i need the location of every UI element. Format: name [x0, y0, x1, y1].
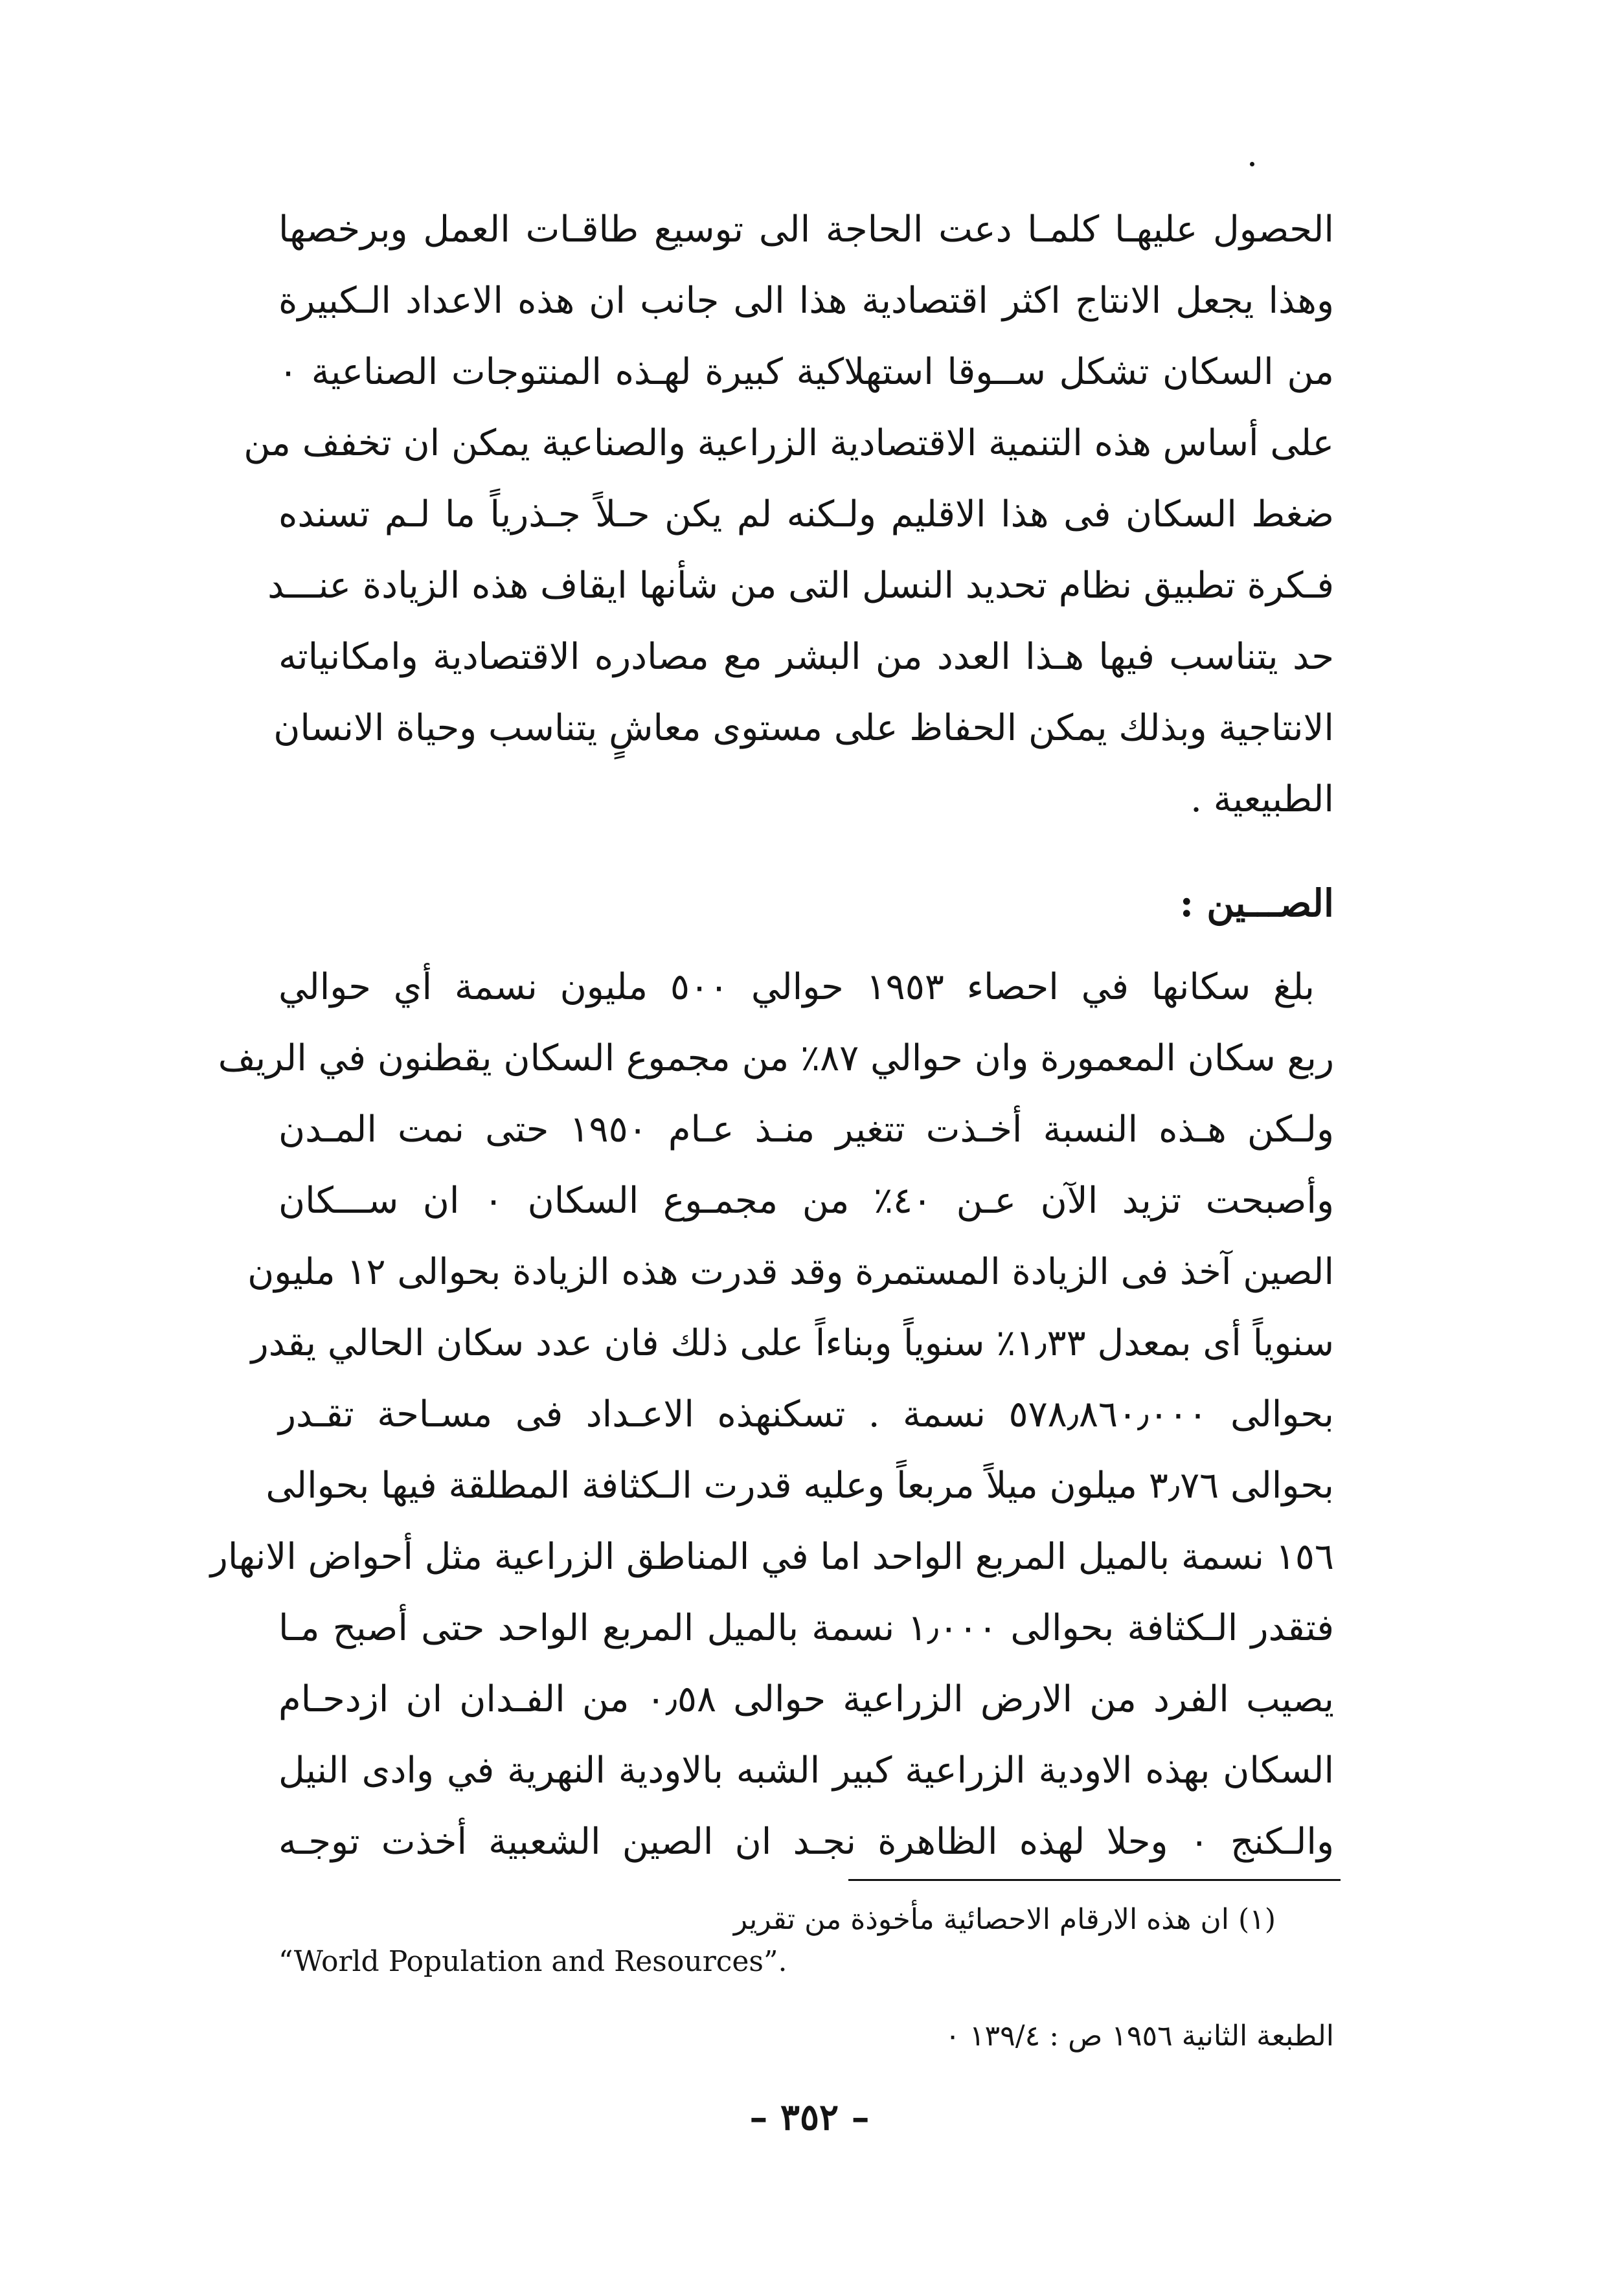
paragraph-2-line: بلغ سكانها في احصاء ١٩٥٣ حوالي ٥٠٠ مليون نسمة أي حوالي — [278, 966, 1315, 1008]
paragraph-2-line: بحوالى ٥٧٨٫٨٦٠٫٠٠٠ نسمة . تسكنهذه الاعـداد فى مسـاحة تقـدر — [278, 1393, 1335, 1435]
paragraph-1-line: الحصول عليهـا كلمـا دعت الحاجة الى توسيع طاقـات العمل وبرخصها — [278, 208, 1334, 251]
paragraph-2-line: السكان بهذه الاودية الزراعية كبير الشبه بالاودية النهرية في وادى النيل — [278, 1750, 1334, 1792]
paragraph-2-line: سنوياً أى بمعدل ١٫٣٣٪ سنوياً وبناءاً على ذلك فان عدد سكان الحالي يقدر — [251, 1322, 1334, 1364]
paragraph-1-line: فـكرة تطبيق نظام تحديد النسل التى من شأنها ايقاف هذه الزيادة عنـــد — [267, 565, 1334, 607]
footnote-edition-text: الطبعة الثانية ١٩٥٦ ص : ١٣٩/٤ ٠ — [945, 2020, 1334, 2053]
footnote-arabic-text: (١) ان هذه الارقام الاحصائية مأخوذة من تقرير — [733, 1903, 1276, 1936]
stray-dot-mark — [1250, 162, 1254, 166]
paragraph-2-line: ١٥٦ نسمة بالميل المربع الواحد اما في المناطق الزراعية مثل أحواض الانهار — [210, 1536, 1334, 1578]
section-heading-china: الصـــين : — [1179, 881, 1334, 925]
paragraph-2-line: ولـكن هـذه النسبة أخـذت تتغير منـذ عـام ١٩٥٠ حتى نمت المـدن — [278, 1109, 1334, 1151]
paragraph-1 — [243, 194, 1334, 835]
paragraph-2-line: وأصبحت تزيد الآن عـن ٤٠٪ من مجمـوع السكان ٠ ان ســـكان — [278, 1180, 1334, 1222]
paragraph-1-line: على أساس هذه التنمية الاقتصادية الزراعية والصناعية يمكن ان تخفف من — [243, 422, 1334, 464]
paragraph-2-line: يصيب الفرد من الارض الزراعية حوالى ٠٫٥٨ من الفـدان ان ازدحـام — [278, 1678, 1334, 1720]
paragraph-2 — [210, 952, 1335, 1878]
footnote-divider — [848, 1879, 1341, 1881]
paragraph-2-line: والـكنج ٠ وحلا لهذه الظاهرة نجـد ان الصين الشعبية أخذت توجـه — [278, 1821, 1334, 1863]
paragraph-1-line: حد يتناسب فيها هـذا العدد من البشر مع مصادره الاقتصادية وامكانياته — [278, 636, 1334, 678]
paragraph-1-line: الطبيعية . — [1190, 778, 1334, 820]
paragraph-2-line: ربع سكان المعمورة وان حوالي ٨٧٪ من مجموع السكان يقطنون في الريف — [218, 1037, 1334, 1079]
paragraph-2-line: فتقدر الـكثافة بحوالى ١٫٠٠٠ نسمة بالميل المربع الواحد حتى أصبح مـا — [278, 1607, 1334, 1649]
paragraph-2-line: الصين آخذ فى الزيادة المستمرة وقد قدرت هذه الزيادة بحوالى ١٢ مليون — [247, 1251, 1334, 1293]
paragraph-1-line: من السكان تشكل ســوقا استهلاكية كبيرة لهـذه المنتوجات الصناعية ٠ — [278, 351, 1334, 393]
paragraph-2-line: بحوالى ٣٫٧٦ ميلون ميلاً مربعاً وعليه قدرت الـكثافة المطلقة فيها بحوالى — [266, 1465, 1334, 1507]
footnote-english-title: “World Population and Resources”. — [278, 1945, 787, 1978]
paragraph-1-line: وهذا يجعل الانتاج اكثر اقتصادية هذا الى جانب ان هذه الاعداد الـكبيرة — [278, 280, 1334, 322]
paragraph-1-line: الانتاجية وبذلك يمكن الحفاظ على مستوى معاشٍ يتناسب وحياة الانسان — [273, 707, 1334, 749]
page-number: – ٣٥٢ – — [749, 2096, 870, 2139]
paragraph-1-line: ضغط السكان فى هذا الاقليم ولـكنه لم يكن حـلاً جـذرياً ما لـم تسنده — [278, 493, 1334, 535]
